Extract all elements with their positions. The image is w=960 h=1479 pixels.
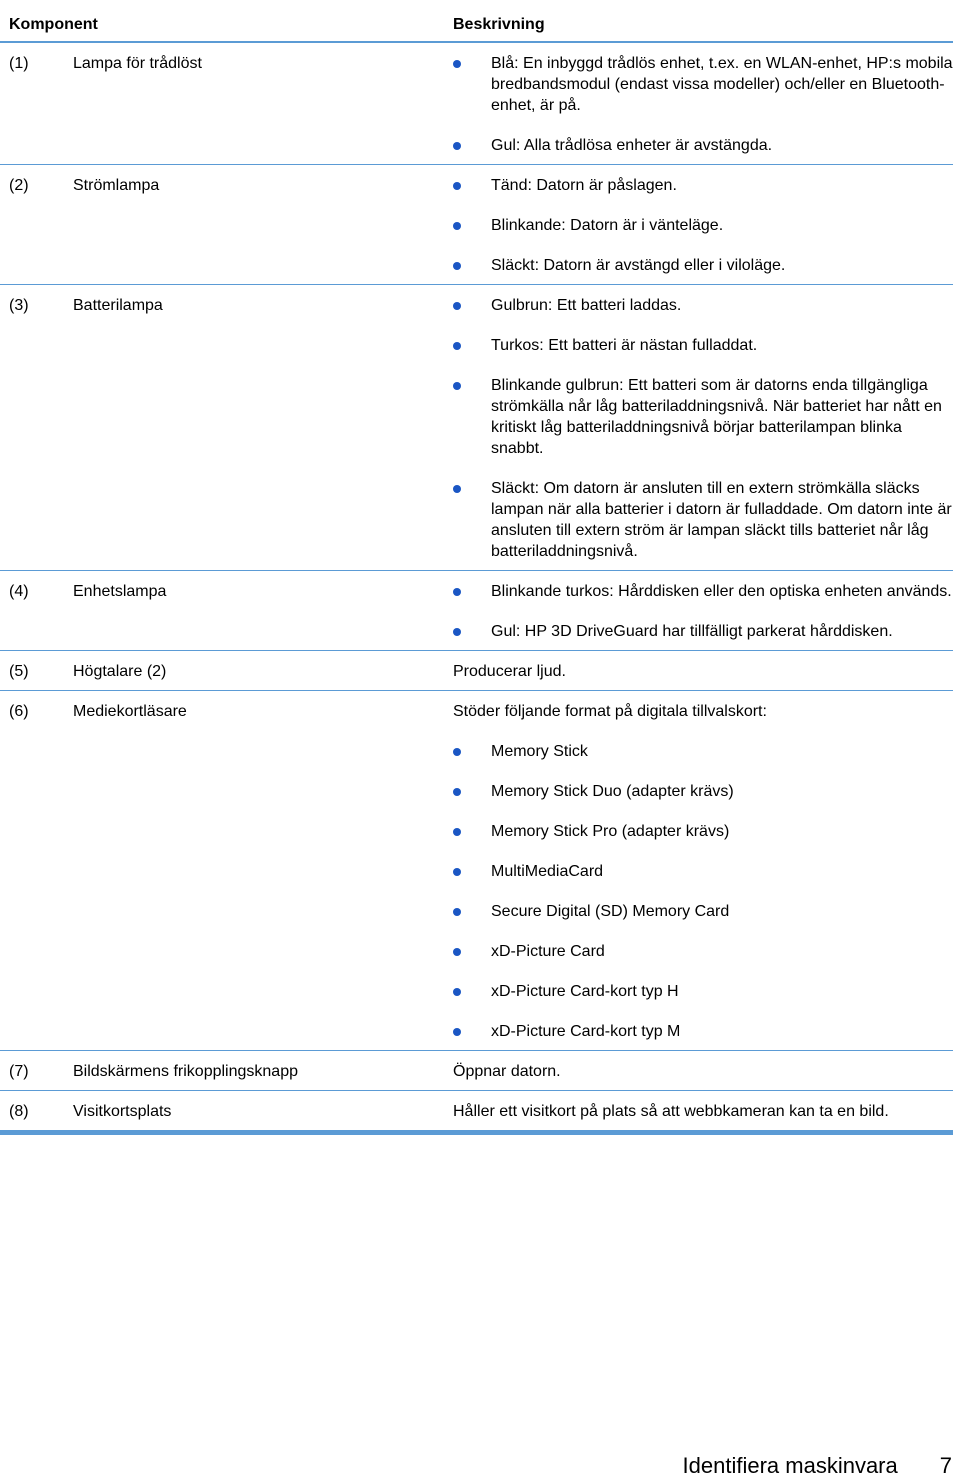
list-item [453, 981, 953, 1002]
bullet-text: xD-Picture Card [491, 943, 605, 960]
component-name: Högtalare (2) [73, 663, 167, 680]
bullet-icon [453, 262, 461, 270]
bullet-icon [453, 222, 461, 230]
table-row [0, 1051, 953, 1091]
bullet-icon [453, 748, 461, 756]
description-text: Producerar ljud. [453, 663, 566, 680]
description-cell [453, 43, 953, 164]
list-item [453, 901, 953, 922]
row-number: (8) [9, 1103, 29, 1120]
table-row [0, 285, 953, 571]
list-item [453, 215, 953, 236]
bullet-text: Släckt: Datorn är avstängd eller i viloläge. [491, 257, 786, 274]
bullet-icon [453, 1028, 461, 1036]
row-number: (6) [9, 703, 29, 720]
component-name: Enhetslampa [73, 583, 167, 600]
bullet-list [453, 741, 953, 1042]
row-number: (3) [9, 297, 29, 314]
bullet-list [453, 175, 953, 276]
bullet-text: Blinkande gulbrun: Ett batteri som är datorns enda tillgängliga strömkälla når låg batteriladdningsnivå. När batteriet har nått en kritiskt låg batteriladdningsnivå börjar batterilampan blinka snabbt. [491, 377, 942, 457]
bullet-icon [453, 182, 461, 190]
component-name: Bildskärmens frikopplingsknapp [73, 1063, 298, 1080]
list-item [453, 135, 953, 156]
list-item [453, 821, 953, 842]
bullet-text: MultiMediaCard [491, 863, 604, 880]
bullet-text: Secure Digital (SD) Memory Card [491, 903, 730, 920]
bullet-text: Blinkande turkos: Hårddisken eller den optiska enheten används. [491, 583, 952, 600]
list-item [453, 53, 953, 116]
footer-section-title: Identifiera maskinvara [682, 1453, 898, 1478]
bullet-text: Tänd: Datorn är påslagen. [491, 177, 677, 194]
row-number: (1) [9, 55, 29, 72]
bullet-icon [453, 342, 461, 350]
table-row [0, 651, 953, 691]
header-component: Komponent [9, 16, 98, 33]
list-item [453, 175, 953, 196]
table-row [0, 1091, 953, 1135]
bullet-icon [453, 588, 461, 596]
table-row [0, 43, 953, 165]
bullet-icon [453, 788, 461, 796]
component-name: Batterilampa [73, 297, 163, 314]
page-number: 7 [939, 1453, 952, 1478]
description-text: Öppnar datorn. [453, 1063, 561, 1080]
table-header [0, 0, 953, 43]
bullet-list [453, 53, 953, 156]
description-cell [453, 571, 953, 650]
bullet-icon [453, 485, 461, 493]
bullet-icon [453, 628, 461, 636]
table-row [0, 691, 953, 1051]
row-number: (2) [9, 177, 29, 194]
bullet-text: xD-Picture Card-kort typ M [491, 1023, 681, 1040]
bullet-text: Gul: HP 3D DriveGuard har tillfälligt parkerat hårddisken. [491, 623, 893, 640]
bullet-icon [453, 382, 461, 390]
description-cell [453, 1091, 953, 1130]
list-item [453, 375, 953, 459]
row-number: (4) [9, 583, 29, 600]
header-description: Beskrivning [453, 16, 545, 33]
bullet-icon [453, 828, 461, 836]
bullet-text: Gul: Alla trådlösa enheter är avstängda. [491, 137, 773, 154]
description-text: Håller ett visitkort på plats så att webbkameran kan ta en bild. [453, 1103, 889, 1120]
description-cell [453, 691, 953, 1050]
description-cell [453, 651, 953, 690]
list-item [453, 1021, 953, 1042]
bullet-icon [453, 302, 461, 310]
bullet-icon [453, 948, 461, 956]
component-name: Mediekortläsare [73, 703, 187, 720]
bullet-text: Gulbrun: Ett batteri laddas. [491, 297, 682, 314]
description-cell [453, 285, 953, 570]
bullet-text: xD-Picture Card-kort typ H [491, 983, 679, 1000]
list-item [453, 581, 953, 602]
bullet-list [453, 581, 953, 642]
list-item [453, 741, 953, 762]
bullet-text: Memory Stick [491, 743, 588, 760]
page-footer [683, 1453, 952, 1479]
description-text: Stöder följande format på digitala tillvalskort: [453, 703, 767, 720]
bullet-icon [453, 868, 461, 876]
component-name: Visitkortsplats [73, 1103, 172, 1120]
component-name: Lampa för trådlöst [73, 55, 202, 72]
row-number: (5) [9, 663, 29, 680]
bullet-text: Blå: En inbyggd trådlös enhet, t.ex. en WLAN-enhet, HP:s mobila bredbandsmodul (endast vissa modeller) och/eller en Bluetooth-enhet, är på. [491, 55, 953, 114]
bullet-text: Memory Stick Pro (adapter krävs) [491, 823, 730, 840]
list-item [453, 478, 953, 562]
list-item [453, 335, 953, 356]
bullet-text: Turkos: Ett batteri är nästan fulladdat. [491, 337, 758, 354]
table-row [0, 571, 953, 651]
bullet-icon [453, 908, 461, 916]
table-body [0, 43, 953, 1135]
list-item [453, 781, 953, 802]
bullet-list [453, 295, 953, 562]
list-item [453, 861, 953, 882]
bullet-text: Memory Stick Duo (adapter krävs) [491, 783, 734, 800]
bullet-text: Släckt: Om datorn är ansluten till en extern strömkälla släcks lampan när alla batterier i datorn är fulladdade. Om datorn inte är ansluten till extern ström är lampan släckt tills batteriet når låg batteriladdningsnivå. [491, 480, 952, 560]
table-row [0, 165, 953, 285]
list-item [453, 941, 953, 962]
row-number: (7) [9, 1063, 29, 1080]
bullet-text: Blinkande: Datorn är i vänteläge. [491, 217, 724, 234]
bullet-icon [453, 142, 461, 150]
bullet-icon [453, 60, 461, 68]
description-cell [453, 1051, 953, 1090]
description-cell [453, 165, 953, 284]
list-item [453, 255, 953, 276]
list-item [453, 621, 953, 642]
bullet-icon [453, 988, 461, 996]
component-name: Strömlampa [73, 177, 160, 194]
list-item [453, 295, 953, 316]
